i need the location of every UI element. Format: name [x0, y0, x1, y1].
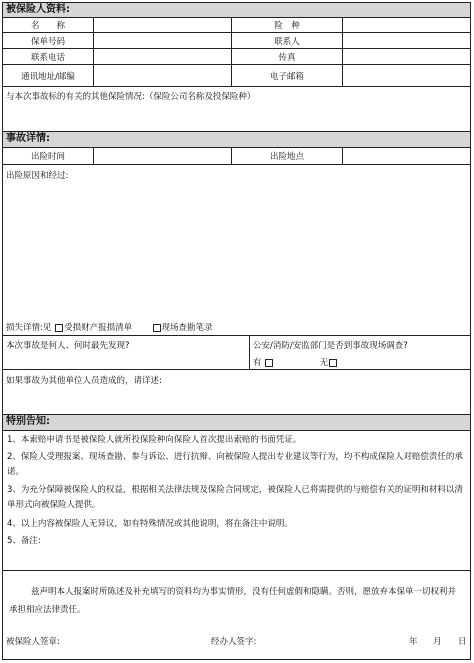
accident-time-row	[3, 148, 470, 165]
insured-row-3	[3, 49, 470, 65]
survey-record-label: 现场查勘笔录	[161, 323, 213, 333]
address-field[interactable]	[94, 65, 231, 86]
no-checkbox[interactable]	[329, 359, 337, 367]
email-field[interactable]	[343, 65, 470, 86]
notice-item-3: 3、为充分保障被保险人的权益，根据相关法律法规及保险合同规定，被保险人已将需提供的与赔偿有关的证明和材料以清单形式向被保险人提供。	[7, 485, 463, 510]
loss-details-label: 损失详情:见	[6, 323, 52, 333]
contact-label: 联系人	[274, 36, 300, 47]
year-label: 年	[409, 637, 418, 647]
accident-place-label: 出险地点	[269, 152, 304, 162]
no-label: 无	[319, 358, 329, 368]
notice-section-title: 特别告知:	[6, 416, 50, 427]
notice-item-5: 5、备注:	[7, 536, 41, 546]
phone-label: 联系电话	[30, 52, 65, 63]
insured-row-4	[3, 65, 470, 87]
loss-list-checkbox[interactable]	[55, 324, 63, 332]
police-options	[253, 356, 338, 368]
insured-row-2	[3, 33, 470, 49]
other-insurance-row[interactable]	[3, 87, 470, 132]
insured-section-title: 被保险人资料:	[6, 4, 70, 15]
yes-label: 有	[253, 358, 262, 368]
contact-field[interactable]	[343, 33, 470, 48]
accident-time-field[interactable]	[94, 148, 231, 164]
survey-record-checkbox[interactable]	[153, 324, 161, 332]
accident-time-label: 出险时间	[30, 152, 65, 162]
other-insurance-label: 与本次事故标的有关的其他保险情况:（保险公司名称及投保险种）	[6, 92, 256, 102]
police-label: 公安/消防/安监部门是否到事故现场调查?	[253, 341, 408, 351]
day-label: 日	[458, 637, 467, 647]
handler-signature-label: 经办人签字:	[211, 637, 257, 647]
notice-section-header	[3, 415, 470, 431]
notice-item-1: 1、本索赔申请书是被保险人就所投保险种向保险人首次提出索赔的书面凭证。	[7, 435, 302, 445]
notice-item-2: 2、保险人受理报案、现场查勘、参与诉讼、进行抗辩、向被保险人提出专业建议等行为，均不构成保险人对赔偿责任的承诺。	[7, 452, 463, 477]
accident-cause-row[interactable]	[3, 165, 470, 336]
phone-field[interactable]	[94, 49, 231, 64]
accident-section-title: 事故详情:	[6, 133, 50, 144]
email-label: 电子邮箱	[269, 71, 304, 82]
accident-section-header	[3, 132, 470, 148]
insurance-type-label: 险 种	[274, 21, 300, 31]
address-label: 通讯地址/邮编	[21, 71, 75, 82]
third-party-label: 如果事故为其他单位人员造成的，请详述:	[6, 376, 162, 386]
loss-list-label: 受损财产报损清单	[64, 323, 133, 333]
declaration-text: 兹声明本人报案时所陈述及补充填写的资料均为事实情形，没有任何虚假和隐瞒。否则，愿放弃本保单一切权利并承担相应法律责任。	[9, 587, 457, 615]
insurance-type-field[interactable]	[343, 18, 470, 32]
notice-item-4: 4、以上内容被保险人无异议，如有特殊情况或其他说明，将在备注中说明。	[7, 519, 293, 529]
yes-checkbox[interactable]	[265, 359, 273, 367]
fax-field[interactable]	[343, 49, 470, 64]
insured-section-header	[3, 3, 470, 18]
accident-cause-label: 出险原因和经过:	[6, 171, 69, 181]
third-party-row[interactable]	[3, 370, 470, 415]
fax-label: 传真	[278, 52, 296, 63]
name-field[interactable]	[94, 18, 231, 32]
policy-number-label: 保单号码	[30, 36, 65, 47]
insured-signature-label: 被保险人签章:	[6, 637, 60, 647]
discovery-label: 本次事故是何人、何时最先发现?	[6, 341, 130, 351]
notice-body	[3, 431, 470, 571]
discovery-row	[3, 336, 470, 370]
name-label: 名 称	[30, 21, 65, 31]
insured-row-1	[3, 18, 470, 33]
accident-place-field[interactable]	[343, 148, 470, 164]
month-label: 月	[433, 637, 442, 647]
claim-form	[2, 2, 471, 660]
policy-number-field[interactable]	[94, 33, 231, 48]
loss-details	[6, 321, 213, 333]
